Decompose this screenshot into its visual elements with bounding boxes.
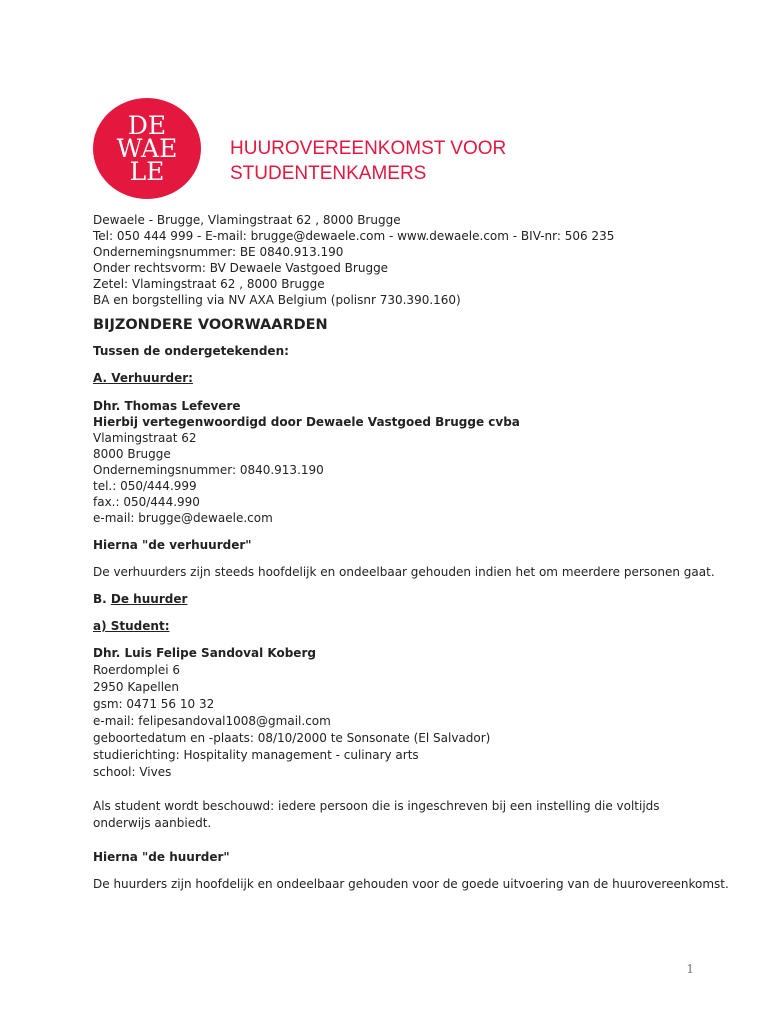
landlord-city: 8000 Brugge (93, 447, 171, 461)
document-title-line-1: HUUROVEREENKOMST VOOR (230, 138, 507, 159)
tenant-birth: geboortedatum en -plaats: 08/10/2000 te Sonsonate (El Salvador) (93, 731, 491, 745)
tenant-street: Roerdomplei 6 (93, 663, 181, 677)
landlord-street: Vlamingstraat 62 (93, 431, 197, 445)
landlord-details (93, 398, 713, 526)
landlord-email: e-mail: brugge@dewaele.com (93, 511, 273, 525)
tenant-email: e-mail: felipesandoval1008@gmail.com (93, 714, 331, 728)
section-title: BIJZONDERE VOORWAARDEN (93, 317, 328, 333)
tenant-study: studierichting: Hospitality management - culinary arts (93, 748, 419, 762)
document-body (93, 212, 729, 892)
landlord-heading: A. Verhuurder: (93, 371, 193, 385)
company-insurance: BA en borgstelling via NV AXA Belgium (polisnr 730.390.160) (93, 293, 461, 307)
document-title (230, 136, 730, 186)
student-definition: Als student wordt beschouwd: iedere persoon die is ingeschreven bij een instelling die voltijds onderwijs aanbiedt. (93, 799, 660, 830)
tenant-liability: De huurders zijn hoofdelijk en ondeelbaar gehouden voor de goede uitvoering van de huurovereenkomst. (93, 877, 729, 891)
student-heading: a) Student: (93, 619, 170, 633)
landlord-hereafter: Hierna "de verhuurder" (93, 538, 252, 552)
tenant-city: 2950 Kapellen (93, 680, 180, 694)
logo-text-line: LE (129, 157, 165, 186)
tenant-details (93, 645, 713, 781)
tenant-hereafter: Hierna "de huurder" (93, 850, 230, 864)
tenant-gsm: gsm: 0471 56 10 32 (93, 697, 215, 711)
company-contact: Tel: 050 444 999 - E-mail: brugge@dewaele.com - www.dewaele.com - BIV-nr: 506 235 (93, 229, 615, 243)
company-enterprise-number: Ondernemingsnummer: BE 0840.913.190 (93, 245, 344, 259)
landlord-tel: tel.: 050/444.999 (93, 479, 197, 493)
company-info (93, 212, 713, 308)
landlord-liability: De verhuurders zijn steeds hoofdelijk en ondeelbaar gehouden indien het om meerdere personen gaat. (93, 565, 715, 579)
document-title-line-2: STUDENTENKAMERS (230, 163, 427, 184)
company-seat: Zetel: Vlamingstraat 62 , 8000 Brugge (93, 277, 325, 291)
tenant-heading-label: De huurder (110, 592, 188, 606)
logo-text-line: DE (127, 111, 167, 140)
tenant-heading-prefix: B. (93, 592, 107, 606)
tenant-school: school: Vives (93, 765, 172, 779)
logo-text-line: WAE (116, 134, 178, 163)
dewaele-logo (93, 98, 201, 199)
tenant-heading (93, 591, 713, 607)
between-label: Tussen de ondergetekenden: (93, 344, 289, 358)
landlord-representation: Hierbij vertegenwoordigd door Dewaele Vastgoed Brugge cvba (93, 415, 520, 429)
page-number: 1 (686, 962, 694, 976)
company-address: Dewaele - Brugge, Vlamingstraat 62 , 8000 Brugge (93, 213, 401, 227)
company-legal-form: Onder rechtsvorm: BV Dewaele Vastgoed Brugge (93, 261, 389, 275)
landlord-name: Dhr. Thomas Lefevere (93, 399, 241, 413)
landlord-enterprise-number: Ondernemingsnummer: 0840.913.190 (93, 463, 324, 477)
landlord-fax: fax.: 050/444.990 (93, 495, 200, 509)
tenant-name: Dhr. Luis Felipe Sandoval Koberg (93, 646, 316, 660)
